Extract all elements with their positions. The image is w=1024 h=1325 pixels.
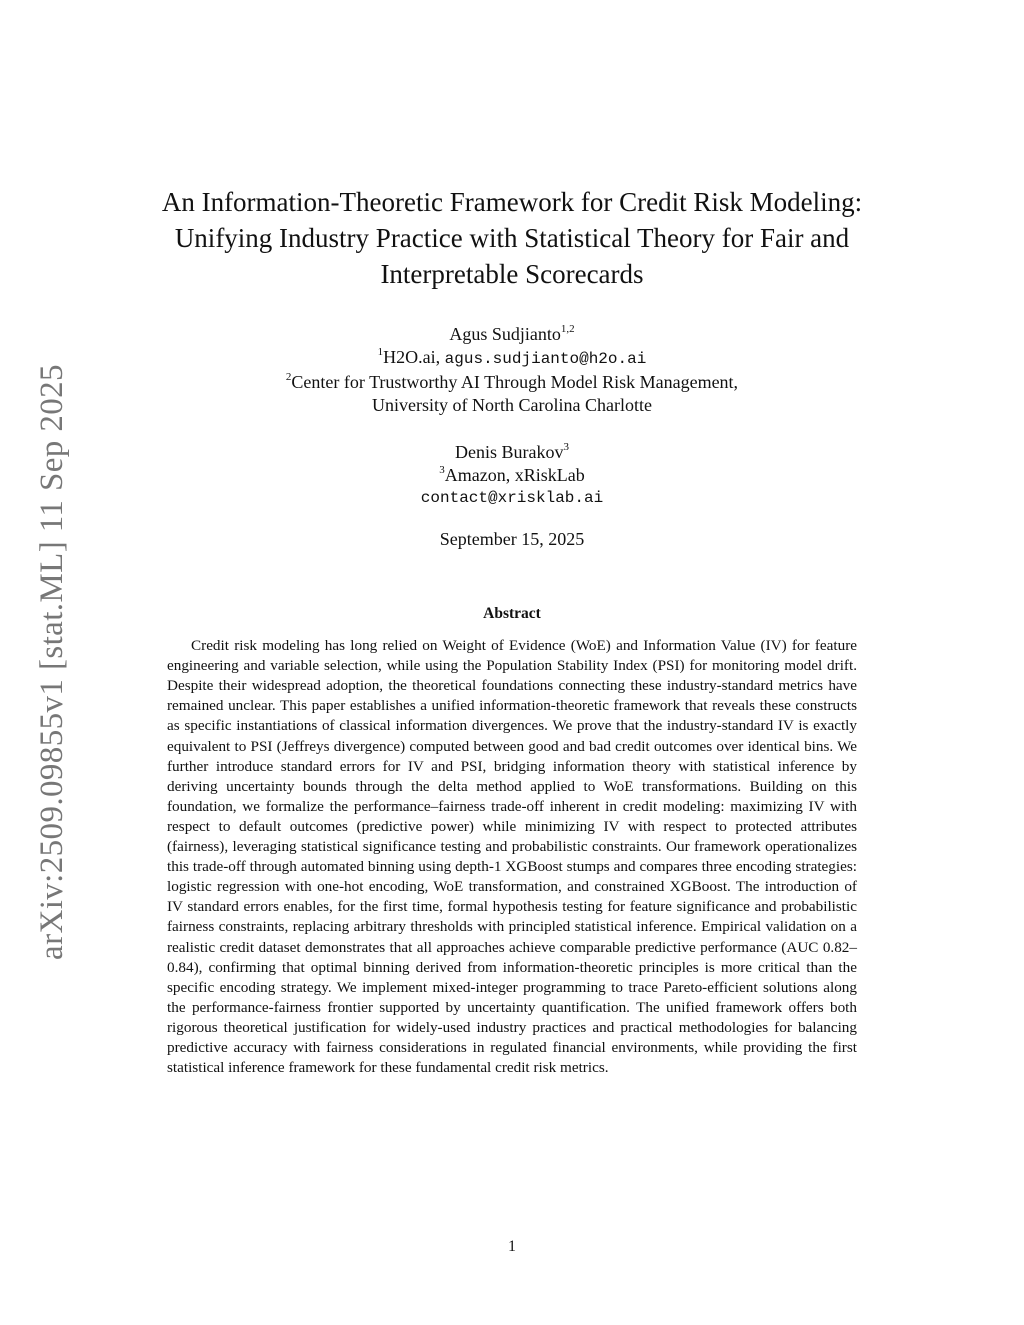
- affiliation-org: H2O.ai,: [383, 347, 445, 367]
- title-line: Unifying Industry Practice with Statistical Theory for Fair and: [174, 223, 850, 253]
- paper-first-page: [140, 184, 884, 1078]
- abstract-section: [167, 604, 857, 1078]
- arxiv-side-stamp: arXiv:2509.09855v1 [stat.ML] 11 Sep 2025: [34, 364, 70, 960]
- affiliation-marker: 2: [285, 371, 292, 383]
- affiliation-line: [140, 371, 884, 394]
- author-name-text: Agus Sudjianto: [449, 324, 561, 344]
- affiliation-line: [140, 346, 884, 371]
- affiliation-org: Amazon, xRiskLab: [444, 465, 585, 485]
- author-email-link[interactable]: agus.sudjianto@h2o.ai: [444, 350, 647, 368]
- publication-date: September 15, 2025: [439, 529, 585, 549]
- abstract-body: Credit risk modeling has long relied on Weight of Evidence (WoE) and Information Value (IV) for feature engineering and variable selection, while using the Population Stability Index (PSI) for monitoring model drift. Despite their widespread adoption, the theoretical foundations connecting these industry-standard metrics have remained unclear. This paper establishes a unified information-theoretic framework that reveals these constructs as specific instantiations of classical information divergences. We prove that the industry-standard IV is exactly equivalent to PSI (Jeffreys divergence) computed between good and bad credit outcomes over identical bins. We further introduce standard errors for IV and PSI, bridging information theory with statistical inference by deriving uncertainty bounds through the delta method applied to WoE transformations. Building on this foundation, we formalize the performance–fairness trade-off inherent in credit modeling: maximizing IV with respect to default outcomes (predictive power) while minimizing IV with respect to protected attributes (fairness), leveraging statistical significance testing and probabilistic constraints. Our framework operationalizes this trade-off through automated binning using depth-1 XGBoost stumps and compares three encoding strategies: logistic regression with one-hot encoding, WoE transformation, and constrained XGBoost. The introduction of IV standard errors enables, for the first time, formal hypothesis testing for feature significance and probabilistic fairness constraints, replacing arbitrary thresholds with principled statistical inference. Empirical validation on a realistic credit dataset demonstrates that all approaches achieve comparable predictive performance (AUC 0.82–0.84), confirming that optimal binning derived from information-theoretic principles is more critical than the specific encoding strategy. We implement mixed-integer programming to trace Pareto-efficient solutions along the performance-fairness frontier supported by uncertainty quantification. The unified framework offers both rigorous theoretical justification for widely-used industry practices and practical methodologies for balancing predictive accuracy with fairness considerations in regulated financial environments, while providing the first statistical inference framework for these fundamental credit risk metrics.: [167, 637, 857, 1077]
- author-name-text: Denis Burakov: [455, 442, 564, 462]
- author-affiliation-marker: 1,2: [560, 323, 575, 335]
- affiliation-marker: 3: [439, 464, 445, 476]
- affiliation-line: [140, 464, 884, 487]
- author-email-link[interactable]: contact@xrisklab.ai: [420, 489, 604, 507]
- affiliation-org: Center for Trustworthy AI Through Model Risk Management,: [291, 372, 739, 392]
- author-list: [140, 323, 884, 510]
- author-name: [140, 441, 884, 464]
- author-block-sudjianto: [140, 323, 884, 417]
- affiliation-marker: 1: [377, 346, 384, 358]
- abstract-heading: Abstract: [483, 605, 541, 622]
- page-number: 1: [508, 1238, 516, 1255]
- title-line: Interpretable Scorecards: [380, 259, 644, 289]
- title-line: An Information-Theoretic Framework for Credit Risk Modeling:: [161, 187, 863, 217]
- affiliation-line: University of North Carolina Charlotte: [372, 395, 652, 415]
- paper-title: [140, 184, 884, 292]
- author-name: [140, 323, 884, 346]
- author-affiliation-marker: 3: [563, 441, 569, 453]
- author-block-burakov: [140, 441, 884, 510]
